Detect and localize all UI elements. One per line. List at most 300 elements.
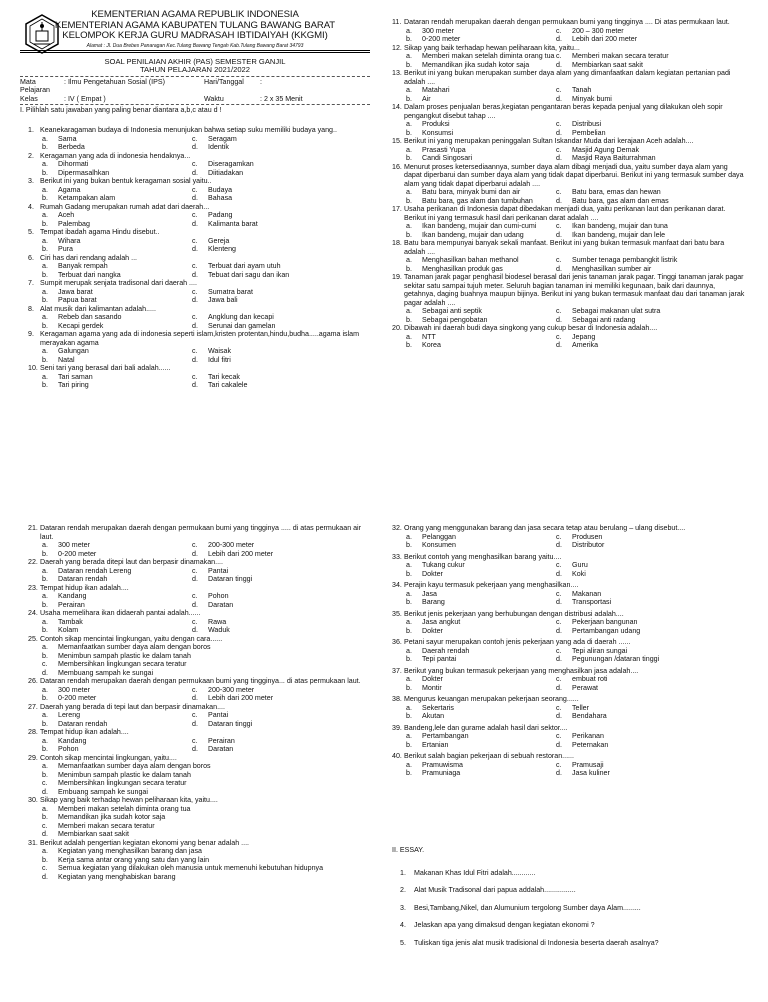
option-letter: a. xyxy=(406,26,412,35)
question xyxy=(28,177,373,203)
option-letter: d. xyxy=(556,341,562,349)
option-letter: b. xyxy=(406,541,412,549)
option-letter: a. xyxy=(42,711,48,719)
question-stem xyxy=(28,839,373,848)
answer-options xyxy=(392,52,747,69)
option-letter: c. xyxy=(556,532,562,541)
option-text: Kandang xyxy=(58,736,87,745)
question xyxy=(392,205,747,239)
question-text: Dataran rendah merupakan daerah dengan permukaan bumi yang tingginya .... Di atas permukaan laut. xyxy=(404,18,730,26)
option-letter: c. xyxy=(556,760,562,769)
option-letter: d. xyxy=(192,549,198,558)
option-text: Lebih dari 200 meter xyxy=(208,694,274,702)
option-letter: a. xyxy=(406,256,412,264)
question-number: 27. xyxy=(28,702,38,711)
option-text: Konsumsi xyxy=(422,128,454,137)
option-letter: d. xyxy=(556,230,562,239)
answer-option xyxy=(192,296,342,305)
question xyxy=(392,524,747,550)
answer-option xyxy=(42,271,192,280)
question xyxy=(28,754,373,797)
exam-title: SOAL PENILAIAN AKHIR (PAS) SEMESTER GANJIL xyxy=(104,56,286,66)
answer-options xyxy=(28,711,373,728)
option-letter: b. xyxy=(42,381,48,389)
answer-option xyxy=(556,655,706,664)
answer-option xyxy=(556,741,706,750)
option-text: Jasa xyxy=(422,589,437,598)
option-letter: c. xyxy=(556,646,562,655)
answer-option xyxy=(192,737,342,746)
option-text: Rebeb dan sasando xyxy=(58,313,122,321)
option-text: Sebagai makanan ulat sutra xyxy=(572,307,661,315)
option-letter: d. xyxy=(556,264,562,273)
question-text: Berikut ini yang merupakan peninggalan Sultan Iskandar Muda dari kerajaan Aceh adalah.... xyxy=(404,137,694,145)
option-letter: a. xyxy=(42,617,48,626)
option-letter: c. xyxy=(42,779,48,787)
question-number: 5. xyxy=(28,228,34,236)
option-text: Tari cakalele xyxy=(208,381,248,389)
answer-option xyxy=(42,381,192,390)
option-text: Kecapi gerdek xyxy=(58,321,104,330)
option-text: Konsumen xyxy=(422,541,456,549)
essay-text: Jelaskan apa yang dimaksud dengan kegiatan ekonomi ? xyxy=(414,921,595,929)
answer-option xyxy=(192,618,342,627)
option-letter: b. xyxy=(406,341,412,349)
answer-option xyxy=(556,52,706,61)
answer-option xyxy=(192,194,342,203)
option-text: Diseragamkan xyxy=(208,160,254,168)
option-text: Membersihkan lingkungan secara teratur xyxy=(58,660,187,668)
exam-meta xyxy=(20,78,370,104)
question-number: 39. xyxy=(392,723,402,732)
answer-option xyxy=(192,626,342,635)
question-stem xyxy=(28,558,373,567)
question-number: 8. xyxy=(28,304,34,313)
option-text: Menghasilkan sumber air xyxy=(572,264,652,273)
option-text: Dataran tinggi xyxy=(208,575,253,583)
option-letter: a. xyxy=(406,188,412,196)
question-number: 24. xyxy=(28,609,38,617)
answer-option xyxy=(556,341,706,350)
option-letter: c. xyxy=(192,617,198,626)
option-letter: a. xyxy=(42,185,48,194)
answer-option xyxy=(406,95,556,104)
answer-option xyxy=(42,788,373,797)
answer-option xyxy=(406,341,556,350)
option-letter: c. xyxy=(556,145,562,154)
option-letter: d. xyxy=(556,740,562,749)
question-stem xyxy=(28,754,373,763)
answer-option xyxy=(406,86,556,95)
answer-option xyxy=(406,741,556,750)
question-stem xyxy=(28,177,373,186)
question-number: 14. xyxy=(392,103,402,111)
answer-option xyxy=(192,288,342,297)
option-letter: d. xyxy=(556,598,562,606)
question-text: Berikut ini yang bukan bentuk keragaman sosial yaitu.. xyxy=(40,177,212,185)
answer-option xyxy=(406,684,556,693)
option-text: Menghasilkan bahan methanol xyxy=(422,256,519,264)
question-stem xyxy=(392,524,747,533)
option-letter: a. xyxy=(42,211,48,219)
option-text: Sebagai anti septik xyxy=(422,307,482,315)
answer-option xyxy=(192,711,342,720)
answer-options xyxy=(28,737,373,754)
question-number: 28. xyxy=(28,728,38,736)
answer-option xyxy=(556,561,706,570)
option-text: Tari kecak xyxy=(208,372,240,381)
option-text: Sama xyxy=(58,134,77,143)
question-text: Usaha perikanan di Indonesia dapat dibedakan menjadi dua, yaitu perikanan laut dan perikanan darat. Berikut ini yang termasuk hasil dari perikanan darat adalah .... xyxy=(404,205,726,222)
option-letter: c. xyxy=(192,541,198,549)
question-stem xyxy=(392,324,747,333)
option-text: Batu bara, gas alam dan tumbuhan xyxy=(422,196,533,205)
answer-option xyxy=(42,618,192,627)
option-text: Daerah rendah xyxy=(422,646,470,655)
option-text: Lebih dari 200 meter xyxy=(208,549,274,558)
option-text: Membiarkan saat sakit xyxy=(58,830,129,838)
question-number: 40. xyxy=(392,752,402,760)
option-text: Ikan bandeng, mujair dan lele xyxy=(572,230,666,239)
header-line-2: KEMENTERIAN AGAMA KABUPATEN TULANG BAWANG BARAT xyxy=(54,19,336,31)
option-letter: d. xyxy=(42,830,48,838)
option-text: Dokter xyxy=(422,675,443,683)
answer-option xyxy=(42,592,192,601)
option-letter: a. xyxy=(42,592,48,600)
essay-item xyxy=(400,939,747,948)
question xyxy=(392,752,747,778)
option-letter: b. xyxy=(406,230,412,239)
answer-option xyxy=(192,745,342,754)
answer-options xyxy=(28,567,373,584)
answer-option xyxy=(42,626,192,635)
answer-option xyxy=(556,222,706,231)
answer-option xyxy=(406,675,556,684)
answer-option xyxy=(406,647,556,656)
answer-option xyxy=(42,567,192,576)
option-text: Tepi aliran sungai xyxy=(572,646,628,655)
option-letter: a. xyxy=(406,222,412,230)
answer-option xyxy=(42,873,373,882)
answer-option xyxy=(556,627,706,636)
option-text: Perairan xyxy=(58,600,85,609)
answer-option xyxy=(42,652,373,661)
option-text: Sebagai anti radang xyxy=(572,315,636,324)
answer-options xyxy=(28,211,373,228)
question-stem xyxy=(392,667,747,676)
option-text: Masjid Agung Demak xyxy=(572,145,640,154)
essay-number: 3. xyxy=(400,903,406,912)
answer-option xyxy=(192,262,342,271)
option-letter: c. xyxy=(192,711,198,719)
option-letter: a. xyxy=(406,332,412,341)
answer-options xyxy=(28,686,373,703)
option-text: Minyak bumi xyxy=(572,94,612,103)
answer-option xyxy=(406,533,556,542)
question xyxy=(28,228,373,254)
option-text: Pertambangan xyxy=(422,732,469,740)
question-text: Berikut adalah pengertian kegiatan ekonomi yang benar adalah .... xyxy=(40,838,250,847)
answer-option xyxy=(192,245,342,254)
question-stem xyxy=(28,228,373,237)
option-letter: b. xyxy=(406,35,412,43)
option-letter: a. xyxy=(406,52,412,60)
option-letter: b. xyxy=(406,598,412,606)
option-letter: b. xyxy=(42,770,48,779)
answer-option xyxy=(42,847,373,856)
answer-option xyxy=(42,745,192,754)
answer-options xyxy=(28,160,373,177)
option-letter: a. xyxy=(406,532,412,541)
answer-option xyxy=(556,61,706,70)
option-letter: c. xyxy=(556,589,562,598)
option-text: Dokter xyxy=(422,569,443,578)
option-text: Perawat xyxy=(572,683,599,692)
answer-option xyxy=(192,686,342,695)
questions-top-right xyxy=(392,18,747,350)
option-text: Masjid Raya Baiturrahman xyxy=(572,154,656,162)
option-text: Memanfaatkan sumber daya alam dengan boros xyxy=(58,643,211,651)
question-stem xyxy=(392,69,747,86)
answer-option xyxy=(192,313,342,322)
question-stem xyxy=(392,581,747,590)
question xyxy=(392,44,747,70)
answer-option xyxy=(556,188,706,197)
date-label: Hari/Tanggal xyxy=(204,77,244,86)
question-text: Tempat ibadah agama Hindu disebut.. xyxy=(40,228,160,236)
option-text: Pohon xyxy=(58,745,79,753)
answer-option xyxy=(556,675,706,684)
option-text: Teller xyxy=(572,703,589,712)
answer-option xyxy=(406,35,556,44)
option-letter: c. xyxy=(192,262,198,270)
question-text: Sikap yang baik terhadap hewan peliharaan kita, yaitu.... xyxy=(40,796,218,804)
answer-option xyxy=(406,146,556,155)
header-rule xyxy=(20,50,370,51)
option-text: Dokter xyxy=(422,626,443,635)
option-text: Batu bara, emas dan hewan xyxy=(572,188,661,196)
question-number: 33. xyxy=(392,552,402,561)
answer-option xyxy=(406,769,556,778)
question-text: Daerah yang berada ditepi laut dan berpasir dinamakan.... xyxy=(40,558,223,566)
header-address: Alamat : Jl. Dua Brebes Panaragan Kec.Tulang Bawang Tengah Kab.Tulang Bawang Barat 34793 xyxy=(86,42,304,49)
option-text: Berbeda xyxy=(58,143,85,151)
answer-option xyxy=(556,256,706,265)
answer-option xyxy=(42,245,192,254)
answer-option xyxy=(192,373,342,382)
option-letter: d. xyxy=(192,270,198,279)
option-letter: a. xyxy=(406,760,412,769)
option-letter: d. xyxy=(556,626,562,635)
question-stem xyxy=(392,273,747,307)
option-text: Amerika xyxy=(572,341,599,349)
option-letter: c. xyxy=(192,185,198,194)
answer-option xyxy=(406,188,556,197)
option-text: Makanan xyxy=(572,589,602,598)
option-text: Dataran rendah xyxy=(58,575,108,583)
option-text: Membiarkan saat sakit xyxy=(572,60,643,69)
answer-options xyxy=(392,222,747,239)
answer-options xyxy=(392,256,747,273)
option-text: Tukang cukur xyxy=(422,561,465,569)
question-text: Tempat hidup ikan adalah.... xyxy=(40,728,129,736)
option-text: Ertanian xyxy=(422,740,449,749)
option-letter: d. xyxy=(192,600,198,609)
question-text: Keanekaragaman budaya di Indonesia menunjukan bahwa setiap suku memiliki budaya yang.. xyxy=(40,126,337,134)
option-text: NTT xyxy=(422,332,436,341)
option-letter: c. xyxy=(42,660,48,668)
question-number: 22. xyxy=(28,558,38,566)
question-number: 35. xyxy=(392,609,402,618)
question-text: Berikut salah bagian pekerjaan di sebuah restoran...... xyxy=(404,752,574,760)
answer-option xyxy=(42,186,192,195)
question-text: Berikut contoh yang menghasilkan barang yaitu.... xyxy=(404,552,562,561)
option-letter: a. xyxy=(42,262,48,270)
option-text: Memberi makan secara teratur xyxy=(572,52,669,60)
question-text: Bandeng,lele dan gurame adalah hasil dari sektor.... xyxy=(404,723,568,732)
option-text: Lereng xyxy=(58,711,81,719)
option-letter: b. xyxy=(42,168,48,177)
answer-option xyxy=(42,135,192,144)
option-letter: c. xyxy=(556,26,562,35)
option-letter: b. xyxy=(42,245,48,253)
question xyxy=(392,324,747,350)
question-text: Batu bara mempunyai banyak sekali manfaat. Berikut ini yang bukan termasuk manfaat dari batu bara adalah .... xyxy=(404,239,725,256)
questions-bottom-left xyxy=(28,524,373,881)
answer-option xyxy=(192,135,342,144)
option-text: Membersihkan lingkungan secara teratur xyxy=(58,779,187,787)
question-stem xyxy=(28,152,373,161)
question-text: Daerah yang berada di tepi laut dan berpasir dinamakan.... xyxy=(40,702,225,711)
option-text: Seragam xyxy=(208,134,237,143)
question-number: 31. xyxy=(28,838,38,847)
option-letter: d. xyxy=(556,35,562,43)
question-number: 20. xyxy=(392,324,402,332)
question xyxy=(28,584,373,610)
option-letter: b. xyxy=(42,355,48,364)
option-text: Sumber tenaga pembangkit listrik xyxy=(572,256,678,264)
question-stem xyxy=(392,137,747,146)
answer-option xyxy=(406,316,556,325)
answer-options xyxy=(392,675,747,692)
option-text: Sekertaris xyxy=(422,703,454,712)
option-text: embuat roti xyxy=(572,675,608,683)
answer-option xyxy=(192,575,342,584)
option-text: Dipermasalhkan xyxy=(58,168,110,177)
answer-option xyxy=(406,732,556,741)
option-letter: b. xyxy=(406,94,412,103)
answer-option xyxy=(192,160,342,169)
option-letter: c. xyxy=(556,703,562,712)
option-letter: a. xyxy=(42,804,48,813)
answer-option xyxy=(406,590,556,599)
answer-option xyxy=(406,618,556,627)
option-text: Lebih dari 200 meter xyxy=(572,35,638,43)
option-letter: d. xyxy=(192,381,198,389)
question-stem xyxy=(28,609,373,618)
option-text: Korea xyxy=(422,341,441,349)
option-text: Papua barat xyxy=(58,296,97,304)
question xyxy=(28,203,373,229)
date-value: : xyxy=(260,77,262,86)
option-text: Natal xyxy=(58,355,75,364)
option-text: Bendahara xyxy=(572,712,607,720)
option-text: Menimbun sampah plastic ke dalam tanah xyxy=(58,770,191,779)
answer-options xyxy=(392,533,747,550)
option-letter: d. xyxy=(556,154,562,162)
question xyxy=(28,703,373,729)
option-text: Memberi makan secara teratur xyxy=(58,821,155,830)
question-stem xyxy=(28,203,373,212)
answer-option xyxy=(556,618,706,627)
option-text: Sumatra barat xyxy=(208,287,253,296)
exam-year: TAHUN PELAJARAN 2021/2022 xyxy=(139,65,251,75)
question-text: Orang yang menggunakan barang dan jasa secara tetap atau berulang – ulang disebut.... xyxy=(404,524,686,532)
option-letter: c. xyxy=(42,821,48,830)
answer-option xyxy=(406,154,556,163)
answer-option xyxy=(406,265,556,274)
question-text: Dataran rendah merupakan daerah dengan permukaan bumi yang tingginya ..... di atas permukaan air laut. xyxy=(40,524,361,541)
option-text: Semua kegiatan yang dilakukan oleh manusia untuk memenuhi kebutuhan hidupnya xyxy=(58,864,324,872)
answer-option xyxy=(42,220,192,229)
option-text: Pelanggan xyxy=(422,532,456,541)
question-text: Dataran rendah merupakan daerah dengan permukaan bumi yang tingginya... di atas permukaan laut. xyxy=(40,677,361,685)
option-text: Gereja xyxy=(208,236,230,245)
option-letter: b. xyxy=(42,651,48,660)
option-text: Akutan xyxy=(422,712,445,720)
option-text: 300 meter xyxy=(58,541,90,549)
option-letter: d. xyxy=(192,194,198,202)
option-letter: c. xyxy=(192,566,198,575)
question-number: 15. xyxy=(392,137,402,145)
answer-option xyxy=(42,720,192,729)
answer-option xyxy=(42,762,373,771)
option-letter: d. xyxy=(192,694,198,702)
answer-option xyxy=(406,197,556,206)
question-number: 37. xyxy=(392,666,402,675)
question-stem xyxy=(28,279,373,288)
option-letter: d. xyxy=(42,787,48,796)
question-stem xyxy=(28,524,373,541)
answer-option xyxy=(42,347,192,356)
option-text: Budaya xyxy=(208,185,233,194)
option-letter: d. xyxy=(192,719,198,728)
answer-options xyxy=(28,347,373,364)
question-text: Dalam proses penjualan beras,kegiatan pengantaran beras kepada penjual yang dilakukan oleh sopir pengangkut disebut tahap .... xyxy=(404,103,723,120)
answer-option xyxy=(42,211,192,220)
answer-option xyxy=(192,169,342,178)
question xyxy=(392,273,747,324)
option-text: Angklung dan kecapi xyxy=(208,313,274,321)
answer-option xyxy=(192,694,342,703)
option-letter: b. xyxy=(42,745,48,753)
question xyxy=(28,677,373,703)
option-text: 0-200 meter xyxy=(58,694,97,702)
question xyxy=(28,728,373,754)
answer-option xyxy=(556,704,706,713)
question-text: Berikut yang bukan termasuk pekerjaan yang menghasilkan jasa adalah.... xyxy=(404,666,639,675)
option-text: Agama xyxy=(58,185,81,194)
answer-option xyxy=(192,356,342,365)
question-stem xyxy=(28,703,373,712)
option-letter: d. xyxy=(192,575,198,583)
option-letter: b. xyxy=(406,264,412,273)
answer-options xyxy=(392,188,747,205)
option-letter: d. xyxy=(192,296,198,304)
option-letter: b. xyxy=(406,740,412,749)
answer-option xyxy=(42,169,192,178)
option-letter: c. xyxy=(192,347,198,355)
